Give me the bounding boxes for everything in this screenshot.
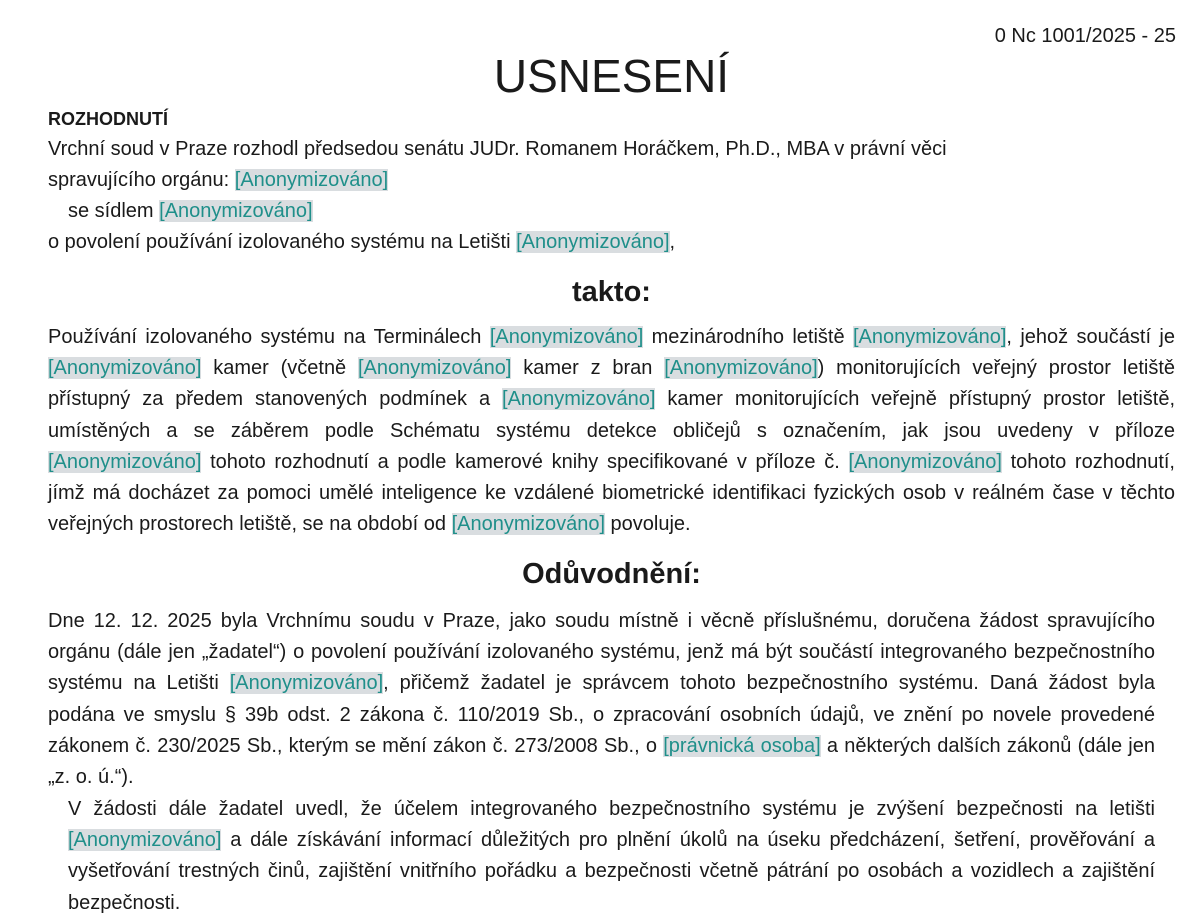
reasoning-text: , přičemž žadatel je správcem tohoto bezpečnostního systému. Daná žádost byla podána ve smyslu § 39b odst. 2 zákona č. 110/2019 Sb., o zpracování osobních údajů, ve znění po novele provedené zákonem č. 230/2025 Sb., kterým se mění zákon č. 273/2008 Sb., o — [48, 672, 1156, 757]
verdict-text: kamer z bran — [511, 357, 665, 380]
decision-line-seat — [48, 196, 947, 227]
verdict-text: povoluje. — [605, 513, 691, 536]
decision-heading: ROZHODNUTÍ — [48, 109, 168, 129]
reasoning-text: a dále získávání informací důležitých pro plnění úkolů na úseku předcházení, šetření, prověřování a vyšetřování trestných činů, zajištění vnitřního pořádku a bezpečnosti včetně pátrání po osobách a vozidlech a zajištění bezpečnosti. — [68, 829, 1155, 914]
case-number: 0 Nc 1001/2025 - 25 — [994, 25, 1176, 47]
seat-label: se sídlem — [68, 200, 160, 222]
decision-line-court: Vrchní soud v Praze rozhodl předsedou senátu JUDr. Romanem Horáčkem, Ph.D., MBA v právní věci — [48, 138, 947, 160]
verdict-text: , jehož součástí je — [1006, 326, 1175, 348]
organ-label: spravujícího orgánu: — [48, 169, 235, 191]
anonymized-text: [Anonymizováno] — [48, 450, 202, 473]
verdict-text: kamer (včetně — [201, 357, 358, 380]
anonymized-text: [Anonymizováno] — [358, 357, 512, 380]
anonymized-text: [Anonymizováno] — [489, 326, 644, 348]
verdict-text: mezinárodního letiště — [643, 326, 853, 348]
verdict-text: tohoto rozhodnutí, jímž má docházet za pomoci umělé inteligence ke vzdálené biometrické identifikaci fyzických osob v reálném čase v těchto veřejných prostorech letiště, se na období od — [48, 450, 1175, 536]
decision-line-subject — [48, 227, 947, 258]
anonymized-text: [Anonymizováno] — [48, 357, 202, 380]
anonymized-text: [Anonymizováno] — [159, 200, 313, 222]
verdict-text: kamer monitorujících veřejně přístupný prostor letiště, umístěných a se záběrem podle Schématu systému detekce obličejů s označením, jak jsou uvedeny v příloze — [48, 388, 1175, 442]
verdict-text: ) monitorujících veřejný prostor letiště přístupný za předem stanovených podmínek a — [48, 357, 1176, 411]
subject-label: o povolení používání izolovaného systému na Letišti — [48, 231, 517, 253]
anonymized-text: [Anonymizováno] — [502, 388, 656, 411]
anonymized-text: [Anonymizováno] — [664, 357, 818, 380]
anonymized-entity: [právnická osoba] — [663, 734, 821, 757]
anonymized-text: [Anonymizováno] — [234, 169, 389, 191]
verdict-text: Používání izolovaného systému na Terminálech — [48, 326, 490, 348]
reasoning-text: V žádosti dále žadatel uvedl, že účelem integrovaného bezpečnostního systému je zvýšení bezpečnosti na letišti — [68, 798, 1155, 820]
verdict-paragraph — [48, 322, 1175, 540]
document-title: USNESENÍ — [493, 50, 730, 102]
reasoning-paragraph-2 — [68, 794, 1155, 919]
anonymized-text: [Anonymizováno] — [229, 672, 384, 695]
reasoning-text: Dne 12. 12. 2025 byla Vrchnímu soudu v Praze, jako soudu místně i věcně příslušnému, doručena žádost spravujícího orgánu (dále jen „žadatel“) o povolení používání izolovaného systému, jenž má být součástí integrovaného bezpečnostního systému na Letišti — [48, 610, 1155, 695]
decision-intro — [48, 134, 947, 258]
subject-suffix: , — [669, 231, 676, 253]
anonymized-text: [Anonymizováno] — [451, 513, 605, 536]
anonymized-text: [Anonymizováno] — [852, 326, 1007, 348]
reasoning-paragraph-1 — [48, 606, 1155, 793]
verdict-text: tohoto rozhodnutí a podle kamerové knihy specifikované v příloze č. — [201, 450, 849, 473]
decision-line-organ — [48, 165, 947, 196]
anonymized-text: [Anonymizováno] — [68, 829, 222, 852]
anonymized-text: [Anonymizováno] — [848, 450, 1002, 473]
oduvodneni-heading: Odůvodnění: — [522, 558, 701, 590]
anonymized-text: [Anonymizováno] — [516, 231, 670, 253]
takto-heading: takto: — [572, 276, 651, 308]
reasoning-text: a některých dalších zákonů (dále jen „z. o. ú.“). — [48, 734, 1155, 789]
